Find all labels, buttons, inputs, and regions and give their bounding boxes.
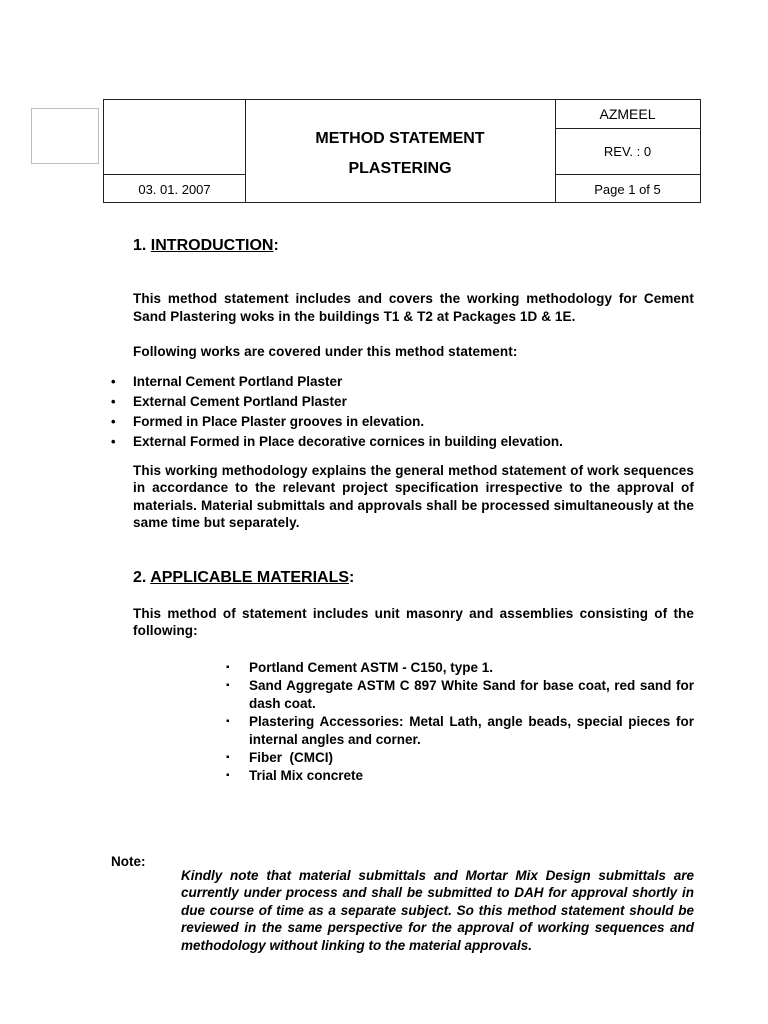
- list-item-text: External Formed in Place decorative cornices in building elevation.: [133, 433, 563, 449]
- list-item: [0, 767, 694, 785]
- section-title: APPLICABLE MATERIALS: [150, 568, 350, 586]
- materials-list: [133, 659, 694, 785]
- note-label: Note:: [111, 854, 146, 869]
- list-item: [87, 372, 694, 392]
- list-item: [0, 659, 694, 677]
- revision-label: REV. : 0: [603, 144, 652, 159]
- page-number: Page 1 of 5: [594, 181, 661, 197]
- works-list: [111, 372, 694, 452]
- materials-intro-paragraph: This method of statement includes unit masonry and assemblies consisting of the following:: [133, 605, 694, 638]
- bullet-icon: •: [111, 413, 116, 429]
- list-item: [87, 432, 694, 452]
- section-title: INTRODUCTION: [150, 237, 274, 254]
- list-item-text: Formed in Place Plaster grooves in elevation.: [133, 413, 425, 429]
- company-name: AZMEEL: [599, 106, 656, 122]
- bullet-icon: ▪: [226, 751, 230, 763]
- doc-title-line2: PLASTERING: [348, 160, 452, 177]
- list-item-text: Portland Cement ASTM - C150, type 1.: [249, 659, 494, 675]
- list-item-text: External Cement Portland Plaster: [133, 393, 347, 409]
- works-covered-paragraph: Following works are covered under this method statement:: [133, 344, 518, 359]
- section-heading-materials: [133, 568, 694, 588]
- bullet-icon: ▪: [226, 769, 230, 781]
- list-item-text: Sand Aggregate ASTM C 897 White Sand for base coat, red sand for dash coat.: [249, 677, 694, 711]
- intro-paragraph: This method statement includes and covers the working methodology for Cement Sand Plastering woks in the buildings T1 & T2 at Packages 1D & 1E.: [133, 291, 694, 324]
- list-item-text: Internal Cement Portland Plaster: [133, 373, 343, 389]
- bullet-icon: ▪: [226, 661, 230, 673]
- section-colon: :: [349, 568, 355, 586]
- list-item-text: Fiber (CMCI): [249, 749, 333, 765]
- list-item: [87, 392, 694, 412]
- list-item: [0, 677, 694, 713]
- bullet-icon: •: [111, 433, 116, 449]
- methodology-paragraph: This working methodology explains the general method statement of work sequences in accordance to the relevant project specification irrespective to the approval of materials. Material submittals and approvals shall be processed simultaneously at the same time but separately.: [133, 462, 694, 530]
- list-item-text: Plastering Accessories: Metal Lath, angle beads, special pieces for internal angles and corner.: [249, 713, 694, 747]
- bullet-icon: •: [111, 373, 116, 389]
- logo-placeholder: [31, 108, 99, 164]
- section-heading-introduction: [133, 236, 694, 256]
- section-number: 2.: [133, 568, 147, 586]
- bullet-icon: ▪: [226, 679, 230, 691]
- doc-title-line1: METHOD STATEMENT: [315, 130, 485, 147]
- list-item: [87, 412, 694, 432]
- list-item: [0, 713, 694, 749]
- list-item: [0, 749, 694, 767]
- note-text: Kindly note that material submittals and Mortar Mix Design submittals are currently under process and shall be submitted to DAH for approval shortly in due course of time as a separate subject. So this method statement should be reviewed in the same perspective for the approval of working sequences and methodology without linking to the material approvals.: [181, 867, 694, 953]
- note-block: [111, 853, 694, 968]
- section-colon: :: [273, 237, 279, 254]
- bullet-icon: ▪: [226, 715, 230, 727]
- document-body: [111, 236, 694, 785]
- section-number: 1.: [133, 237, 147, 254]
- list-item-text: Trial Mix concrete: [249, 767, 364, 783]
- document-date: 03. 01. 2007: [138, 181, 211, 197]
- bullet-icon: •: [111, 393, 116, 409]
- document-header-table: [103, 99, 701, 203]
